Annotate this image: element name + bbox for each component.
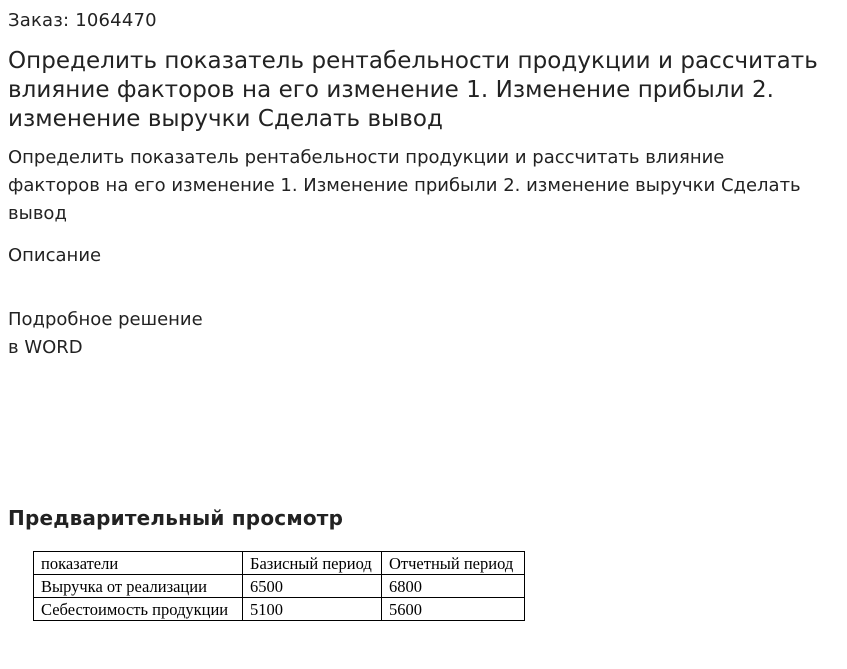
table-cell: Выручка от реализации	[34, 575, 243, 598]
table-cell: 5100	[243, 598, 382, 621]
table-cell: Себестоимость продукции	[34, 598, 243, 621]
table-cell: 5600	[382, 598, 525, 621]
table-cell: 6800	[382, 575, 525, 598]
task-description: Определить показатель рентабельности продукции и рассчитать влияние факторов на его изменение 1. Изменение прибыли 2. изменение выручки Сделать вывод	[8, 147, 801, 224]
table-cell: Отчетный период	[382, 552, 525, 575]
preview-table	[33, 551, 525, 621]
table-row	[34, 598, 525, 621]
solution-line-1: Подробное решение	[8, 309, 203, 330]
preview-heading: Предварительный просмотр	[8, 506, 344, 530]
order-number: Заказ: 1064470	[8, 10, 157, 31]
solution-note	[8, 306, 203, 362]
table-cell: показатели	[34, 552, 243, 575]
table-row	[34, 552, 525, 575]
table-cell: 6500	[243, 575, 382, 598]
table-cell: Базисный период	[243, 552, 382, 575]
description-label: Описание	[8, 245, 102, 266]
solution-line-2: в WORD	[8, 337, 83, 358]
table-row	[34, 575, 525, 598]
page-title: Определить показатель рентабельности продукции и рассчитать влияние факторов на его изменение 1. Изменение прибыли 2. изменение выручки Сделать вывод	[8, 48, 818, 132]
